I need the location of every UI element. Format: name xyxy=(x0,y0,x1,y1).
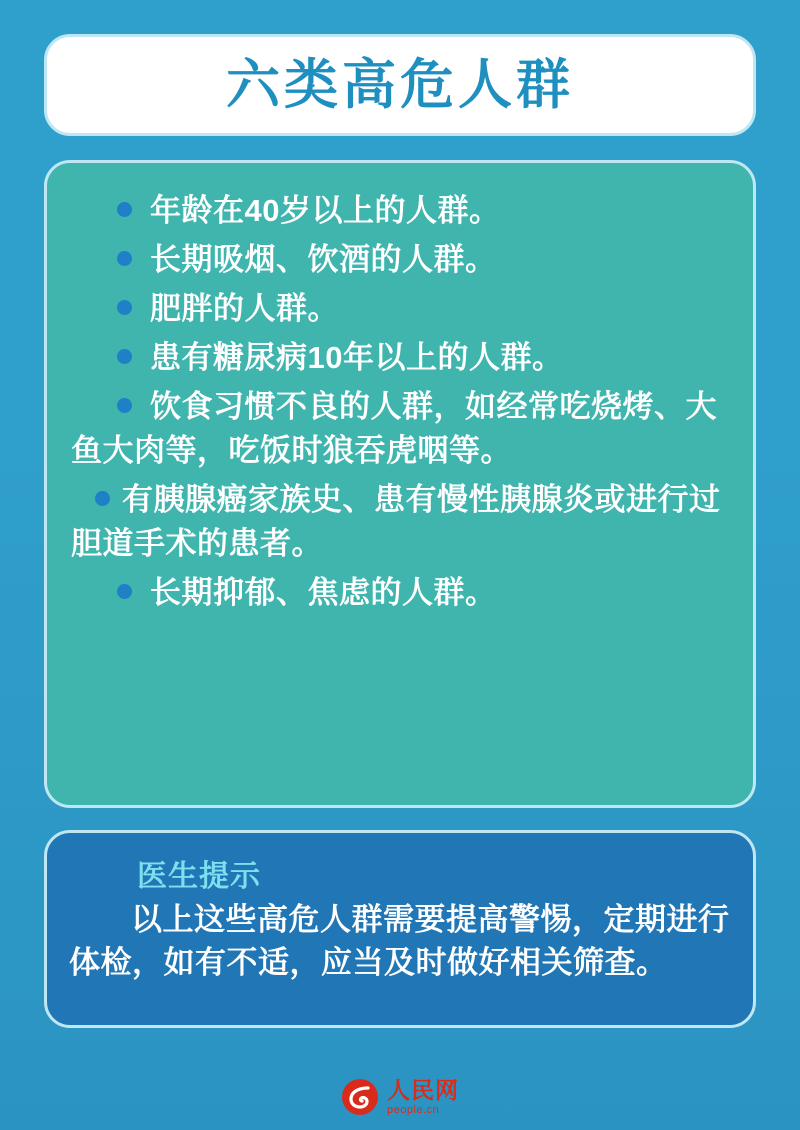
doctor-tip-card xyxy=(44,830,756,1028)
page-title: 六类高危人群 xyxy=(226,55,574,115)
doctor-tip-title: 医生提示 xyxy=(137,860,261,893)
logo-en-label: people.cn xyxy=(387,1103,440,1116)
list-item xyxy=(71,385,729,473)
list-item-label: 年龄在40岁以上的人群。 xyxy=(150,193,501,228)
list-item xyxy=(71,189,729,233)
list-item-label: 长期抑郁、焦虑的人群。 xyxy=(150,575,497,611)
title-card xyxy=(44,34,756,136)
bullet-dot-icon xyxy=(117,349,132,364)
logo-text-block xyxy=(387,1076,459,1116)
list-item-label: 有胰腺癌家族史、患有慢性胰腺炎或进行过胆道手术的患者。 xyxy=(71,482,721,562)
list-item xyxy=(71,287,729,331)
list-item-label: 肥胖的人群。 xyxy=(150,291,339,327)
list-item-label: 患有糖尿病10年以上的人群。 xyxy=(150,340,564,376)
people-cn-logo-icon xyxy=(341,1078,379,1116)
bullet-dot-icon xyxy=(95,491,110,506)
list-item xyxy=(71,571,729,615)
doctor-tip-body: 以上这些高危人群需要提高警惕，定期进行体检，如有不适，应当及时做好相关筛查。 xyxy=(69,902,730,980)
bullet-dot-icon xyxy=(117,584,132,599)
logo-cn-label: 人民网 xyxy=(387,1076,459,1103)
high-risk-list-card xyxy=(44,160,756,808)
list-item xyxy=(71,336,729,380)
bullet-dot-icon xyxy=(117,251,132,266)
list-item xyxy=(71,478,729,566)
bullet-dot-icon xyxy=(117,398,132,413)
list-item-label: 饮食习惯不良的人群，如经常吃烧烤、大鱼大肉等，吃饭时狼吞虎咽等。 xyxy=(71,389,717,469)
footer-logo xyxy=(0,1078,800,1116)
bullet-dot-icon xyxy=(117,202,132,217)
list-item xyxy=(71,238,729,282)
bullet-dot-icon xyxy=(117,300,132,315)
list-item-label: 长期吸烟、饮酒的人群。 xyxy=(150,242,497,278)
